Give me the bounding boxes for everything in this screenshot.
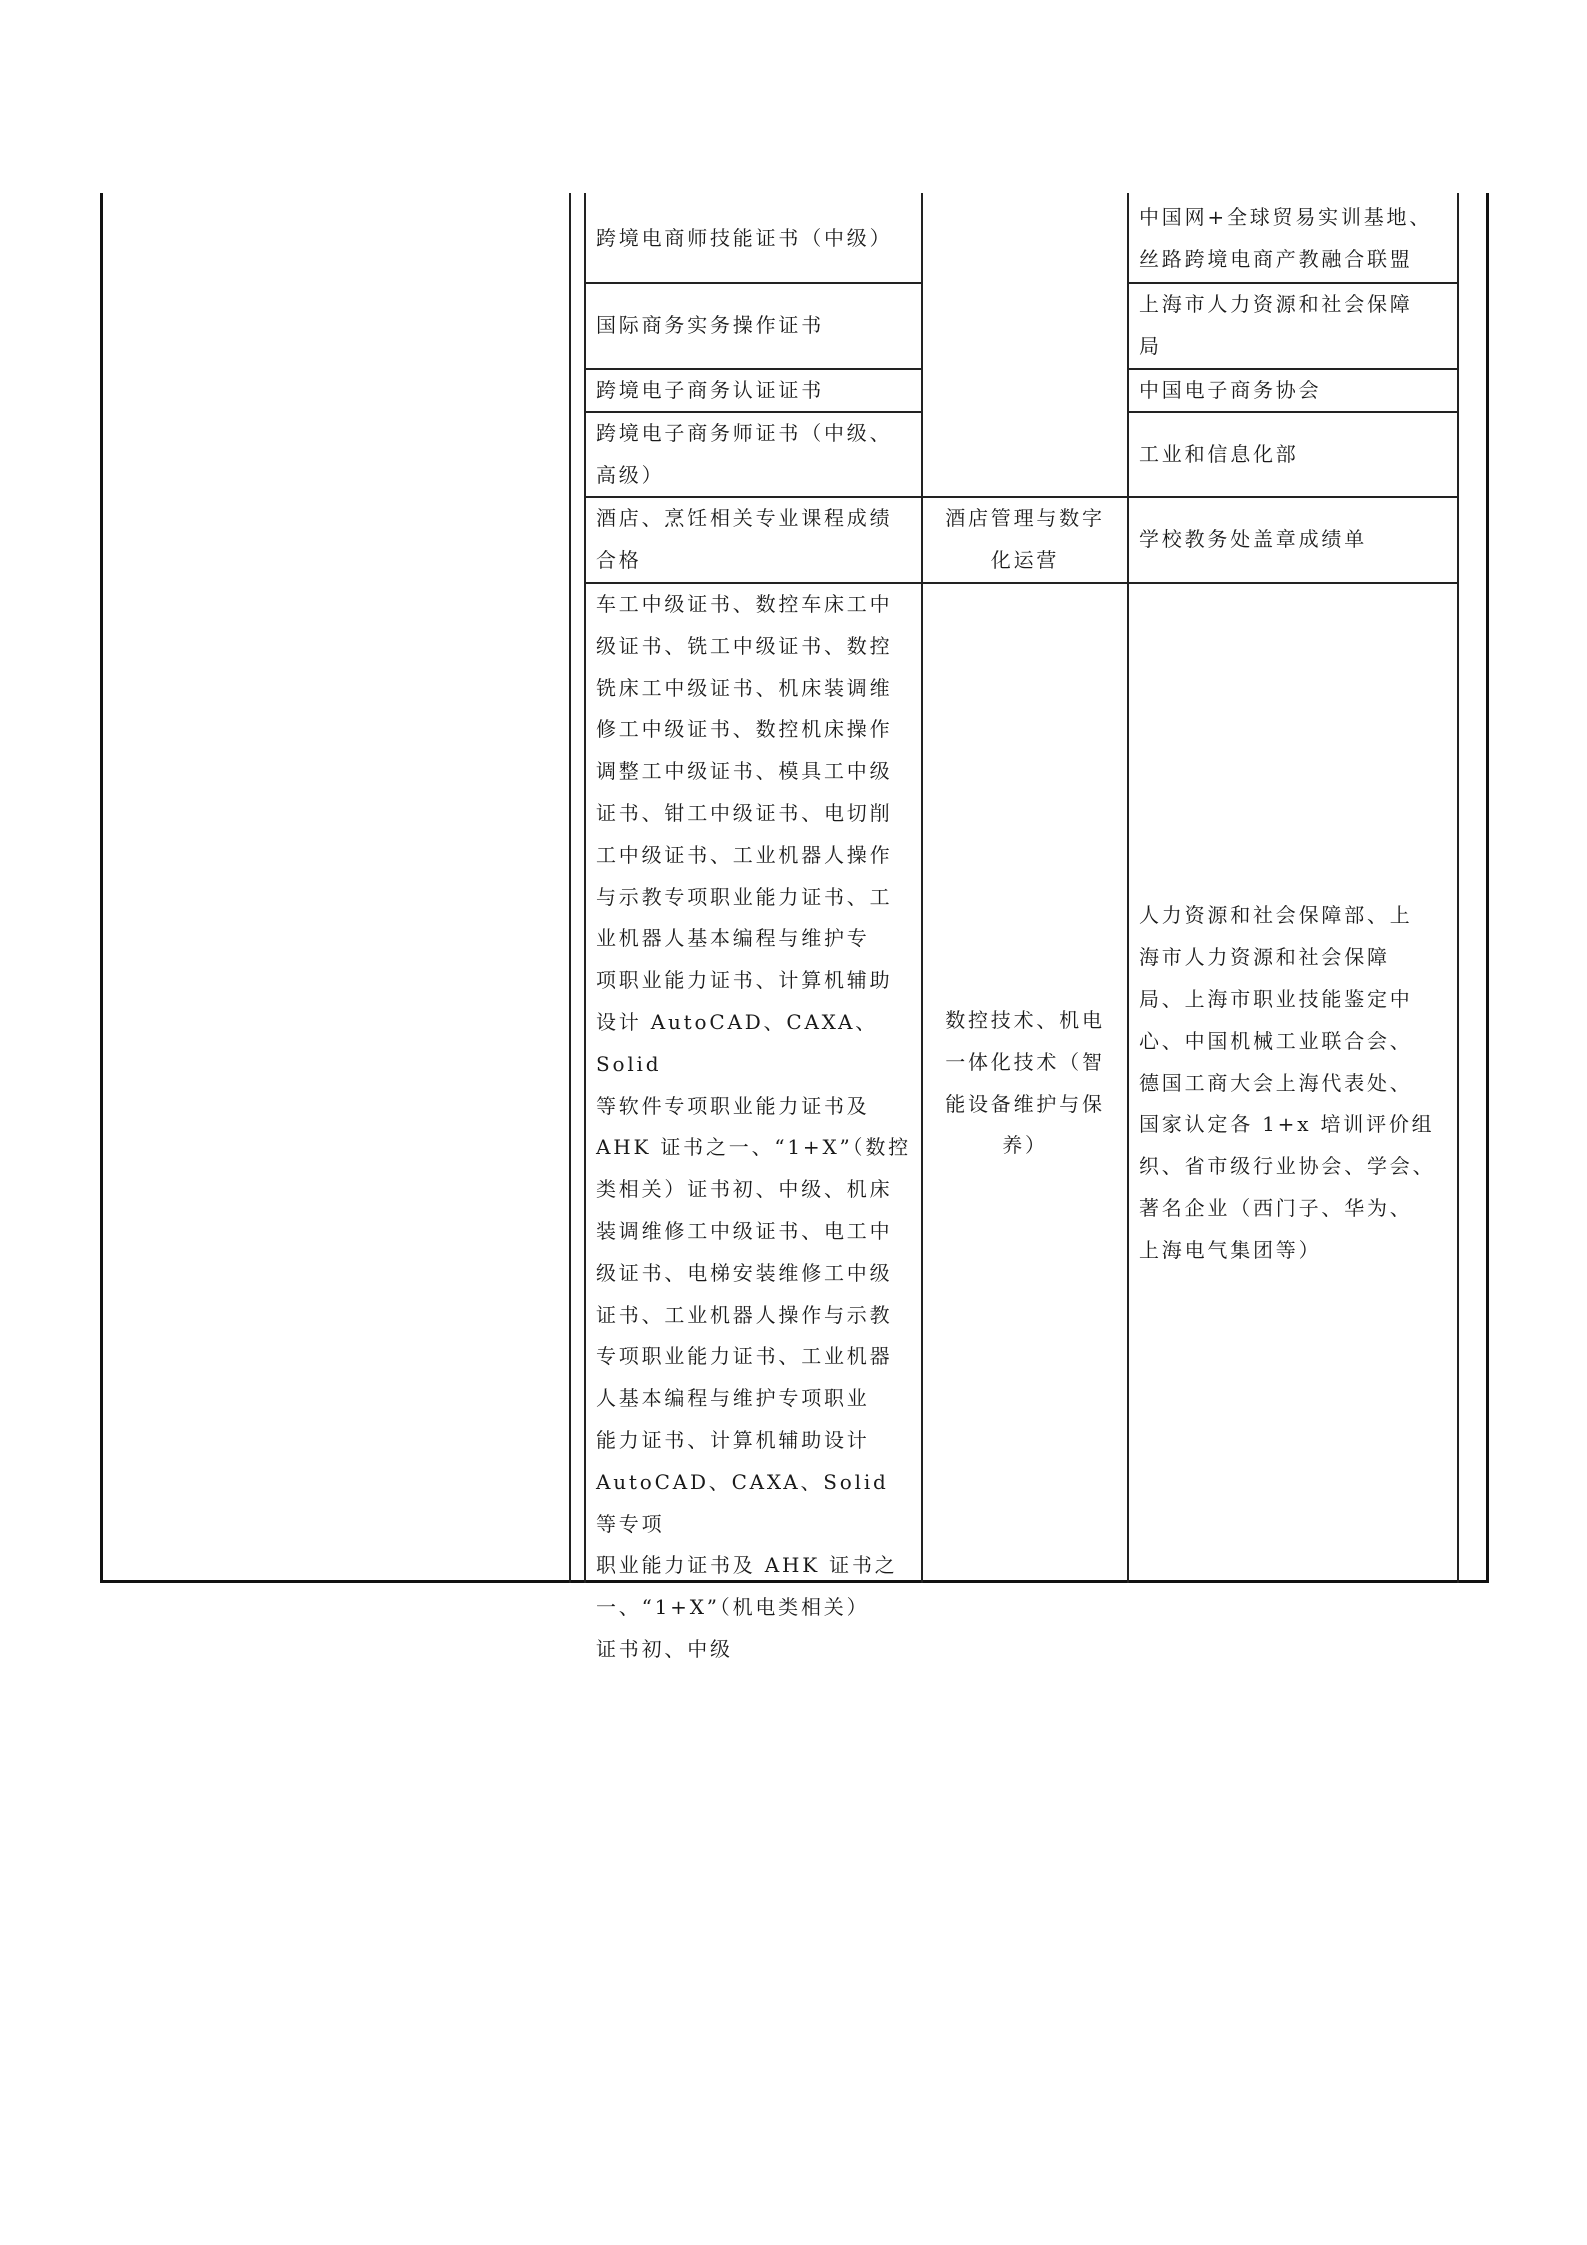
issuer-cell bbox=[1129, 584, 1457, 1583]
major-text: 数控技术、机电 一体化技术（智 能设备维护与保 养） bbox=[945, 1007, 1105, 1158]
column-divider bbox=[569, 193, 571, 1583]
issuer-cell bbox=[1129, 370, 1457, 411]
certificate-cell bbox=[586, 195, 921, 282]
issuer-text: 中国网+全球贸易实训基地、 丝路跨境电商产教融合联盟 bbox=[1139, 204, 1433, 271]
issuer-text: 学校教务处盖章成绩单 bbox=[1139, 527, 1367, 552]
certificate-text: 跨境电子商务师证书（中级、 高级） bbox=[596, 420, 893, 487]
certificate-text: 国际商务实务操作证书 bbox=[596, 313, 824, 338]
certificate-text: 跨境电商师技能证书（中级） bbox=[596, 225, 893, 250]
issuer-cell bbox=[1129, 284, 1457, 368]
major-cell bbox=[923, 498, 1127, 582]
certificate-cell bbox=[586, 413, 921, 496]
major-text: 酒店管理与数字 化运营 bbox=[945, 506, 1105, 572]
certificate-cell bbox=[586, 284, 921, 368]
major-cell bbox=[923, 584, 1127, 1583]
column-divider bbox=[1457, 193, 1459, 1583]
certificate-cell bbox=[586, 370, 921, 411]
issuer-text: 中国电子商务协会 bbox=[1139, 377, 1322, 402]
certificate-text: 车工中级证书、数控车床工中 级证书、铣工中级证书、数控 铣床工中级证书、机床装调维 修工中级证书、数控机床操作 调整工中级证书、模具工中级 证书、钳工中级证书、电切削 工中级证书、工业机器人操作 与示教专项职业能力证书、工 业机器人基本编程与维护专 项职业能力证书、计算机辅助 设计 AutoCAD、CAXA、Solid 等软件专项职业能力证书及 AHK 证书之一、“1+X”（数控 类相关）证书初、中级、机床 装调维修工中级证书、电工中 级证书、电梯安装维修工中级 证书、工业机器人操作与示教 专项职业能力证书、工业机器 人基本编程与维护专项职业 能力证书、计算机辅助设计 AutoCAD、CAXA、Solid 等专项 职业能力证书及 AHK 证书之 一、“1+X”（机电类相关） 证书初、中级 bbox=[596, 592, 911, 1661]
issuer-text: 上海市人力资源和社会保障 局 bbox=[1139, 292, 1413, 358]
issuer-text: 工业和信息化部 bbox=[1139, 441, 1299, 466]
issuer-cell bbox=[1129, 413, 1457, 496]
issuer-text: 人力资源和社会保障部、上 海市人力资源和社会保障 局、上海市职业技能鉴定中 心、中国机械工业联合会、 德国工商大会上海代表处、 国家认定各 1+x 培训评价组 织、省市级行业协会、学会、 著名企业（西门子、华为、 上海电气集团等） bbox=[1139, 903, 1436, 1262]
issuer-cell bbox=[1129, 498, 1457, 582]
certificate-text: 酒店、烹饪相关专业课程成绩 合格 bbox=[596, 506, 893, 572]
certificate-cell bbox=[586, 584, 921, 1661]
certificate-text: 跨境电子商务认证证书 bbox=[596, 377, 824, 402]
issuer-cell bbox=[1129, 195, 1457, 282]
certificate-cell bbox=[586, 498, 921, 582]
